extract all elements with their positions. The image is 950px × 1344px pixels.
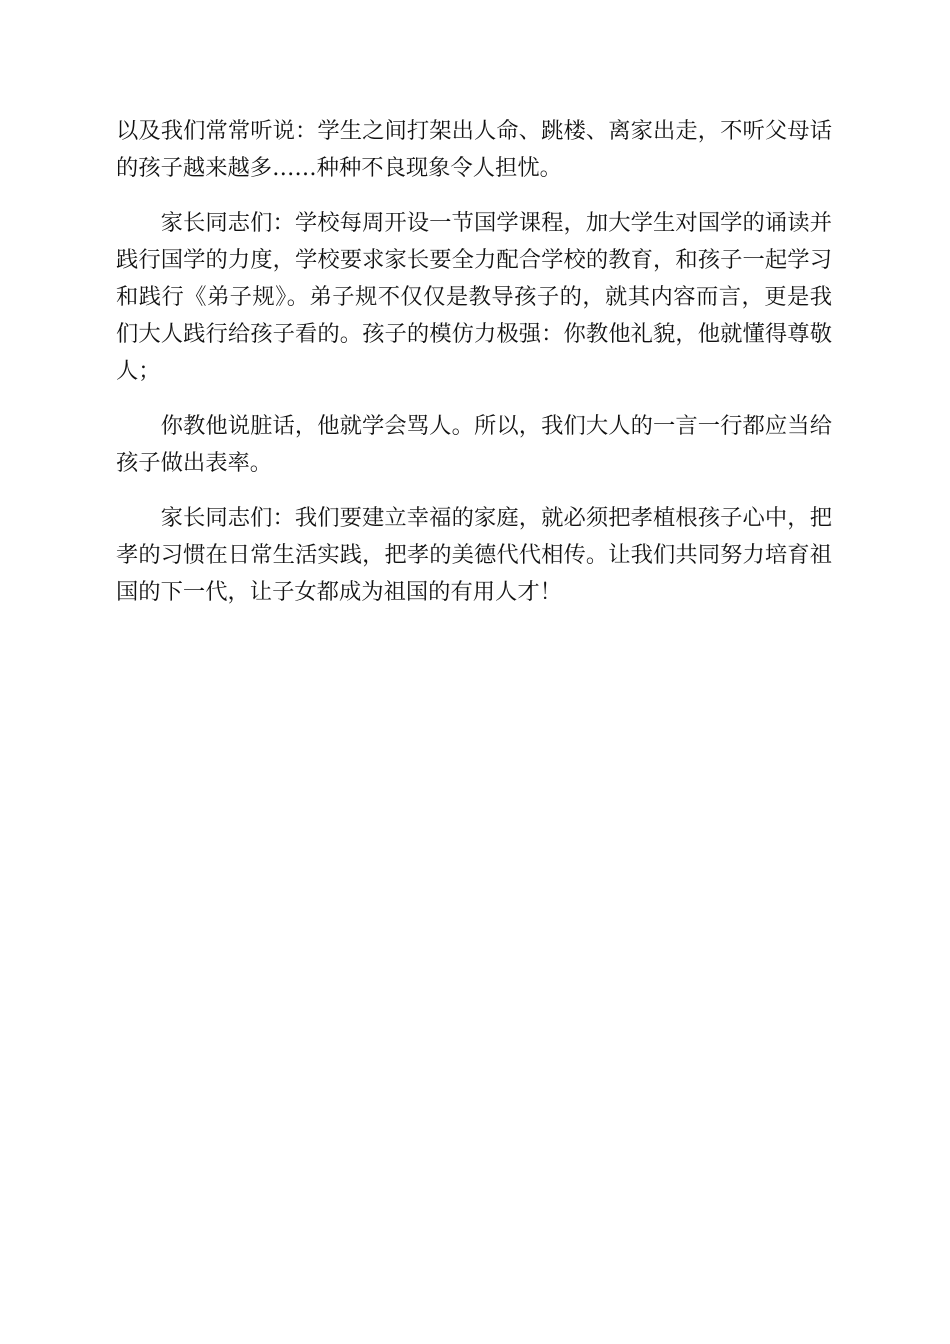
paragraph-role-model: 你教他说脏话，他就学会骂人。所以，我们大人的一言一行都应当给孩子做出表率。 xyxy=(116,413,832,476)
paragraph-continuation: 以及我们常常听说：学生之间打架出人命、跳楼、离家出走，不听父母话的孩子越来越多……种种不良现象令人担忧。 xyxy=(116,118,832,181)
paragraph-national-studies: 家长同志们：学校每周开设一节国学课程，加大学生对国学的诵读并践行国学的力度，学校要求家长要全力配合学校的教育，和孩子一起学习和践行《弟子规》。弟子规不仅仅是教导孩子的，就其内容而言，更是我们大人践行给孩子看的。孩子的模仿力极强：你教他礼貌，他就懂得尊敬人； xyxy=(116,210,832,384)
paragraph-filial-piety: 家长同志们：我们要建立幸福的家庭，就必须把孝植根孩子心中，把孝的习惯在日常生活实践，把孝的美德代代相传。让我们共同努力培育祖国的下一代，让子女都成为祖国的有用人才！ xyxy=(116,505,832,605)
document-body xyxy=(116,113,832,629)
